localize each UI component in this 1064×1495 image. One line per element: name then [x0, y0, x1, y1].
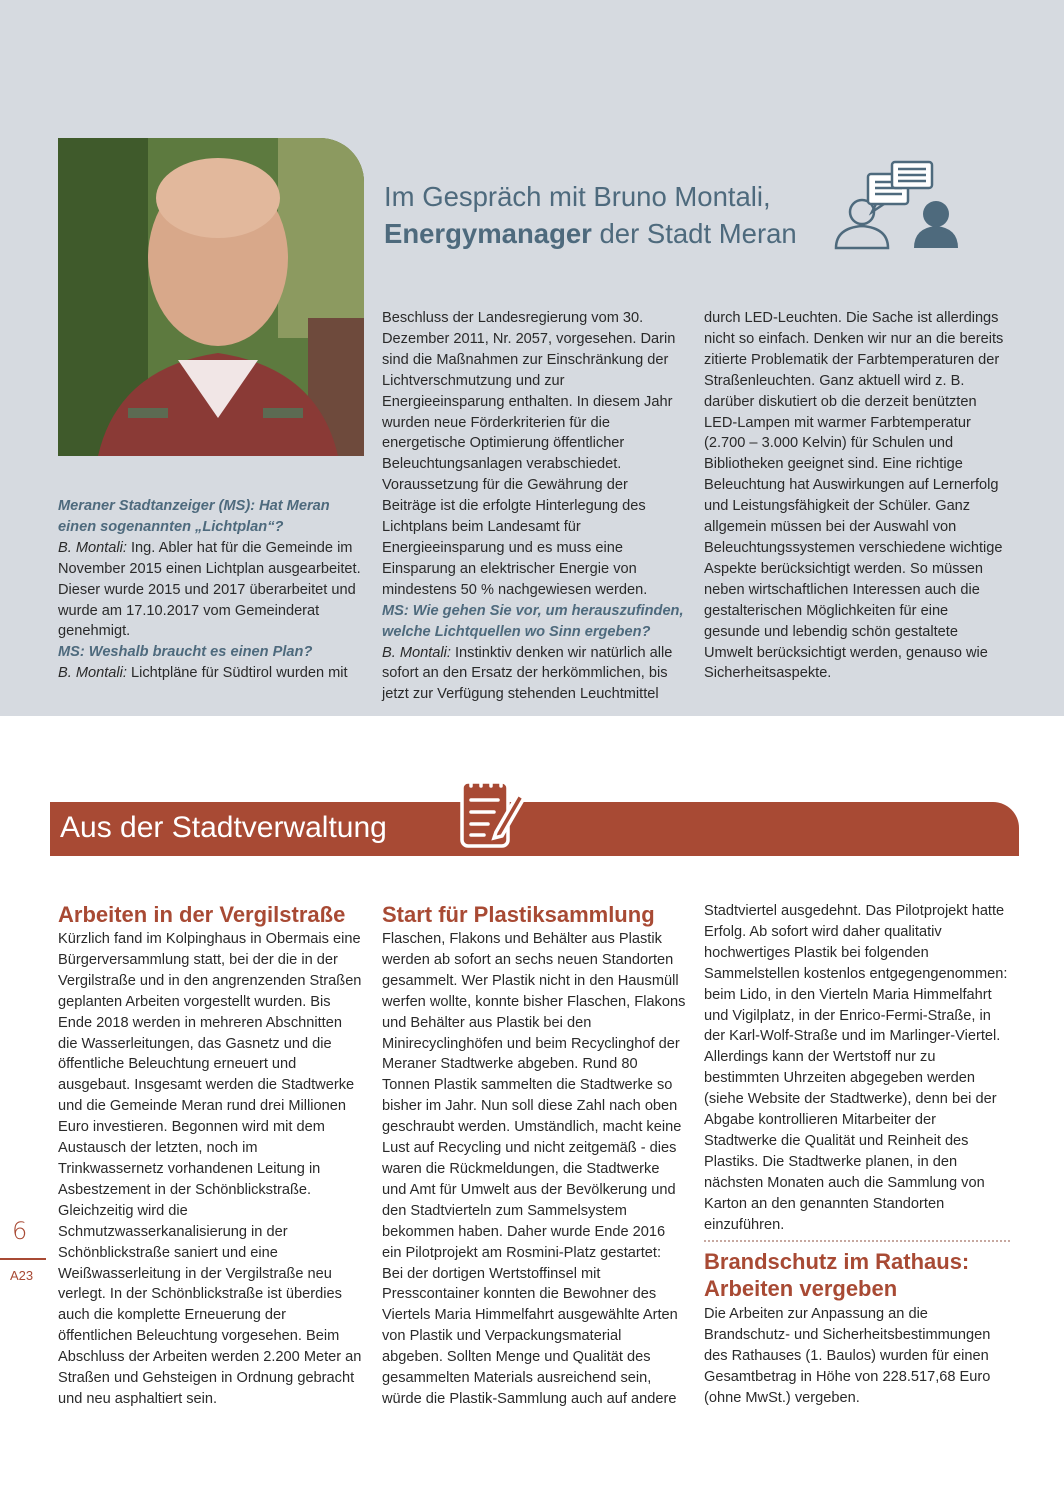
- body-plastiksammlung: Flaschen, Flakons und Behälter aus Plastik werden ab sofort an sechs neuen Standorten gesammelt. Wer Plastik nicht in den Hausmüll werfen wollte, konnte bisher Flaschen, Flakons und Behälter aus Plastik bei den Minirecyclinghöfen und beim Recyclinghof der Meraner Stadtwerke abgeben. Rund 80 Tonnen Plastik sammelten die Stadtwerke so bisher im Jahr. Nun soll diese Zahl nach oben geschraubt werden. Umständlich, macht keine Lust auf Recycling und nicht zeitgemäß - dies waren die Rückmeldungen, die Stadtwerke und Amt für Umwelt aus der Bevölkerung und den Stadtvierteln zum Sammelsystem bekommen haben. Daher wurde Ende 2016 ein Pilotprojekt am Rosmini-Platz gestartet: Bei der dortigen Wertstoffinsel mit Presscontainer konnten die Bewohner des Viertels Maria Himmelfahrt ausgewählte Arten von Plastik und Verpackungsmaterial abgeben. Sollten Menge und Qualität des gesammelten Materials ausreichend sein, würde die Plastik-Sammlung auch auf andere: [382, 931, 686, 1407]
- answer-2: [58, 663, 362, 684]
- page-code: A23: [10, 1268, 34, 1283]
- section-title: Aus der Stadtverwaltung: [60, 811, 387, 844]
- article-plastiksammlung: [382, 901, 686, 1410]
- headline-rest: der Stadt Meran: [591, 218, 797, 249]
- question-lichtplan: Meraner Stadtanzeiger (MS): Hat Meran einen sogenannten „Lichtplan“?: [58, 498, 330, 535]
- headline-line2: [384, 215, 834, 252]
- speaker-label: B. Montali:: [382, 644, 451, 661]
- page-number-rule: [0, 1258, 46, 1260]
- answer-3: [382, 643, 686, 706]
- interview-col2: [382, 308, 686, 705]
- heading-vergilstrasse: Arbeiten in der Vergilstraße: [58, 902, 346, 927]
- answer-1: [58, 538, 362, 643]
- chat-people-icon: [830, 160, 965, 252]
- question-lichtquellen: MS: Wie gehen Sie vor, um herauszufinden, welche Lichtquellen wo Sinn ergeben?: [382, 602, 684, 640]
- body-brandschutz: Die Arbeiten zur Anpassung an die Brandschutz- und Sicherheitsbestimmungen des Rathauses (1. Baulos) wurden für einen Gesamtbetrag in Höhe von 228.517,68 Euro (ohne MwSt.) vergeben.: [704, 1306, 991, 1406]
- dotted-separator: [704, 1240, 1010, 1242]
- notepad-pencil-icon: [456, 772, 528, 852]
- interview-col1: [58, 496, 362, 684]
- answer-text: Lichtpläne für Südtirol wurden mit: [126, 665, 348, 682]
- heading-plastiksammlung: Start für Plastiksammlung: [382, 902, 655, 927]
- portrait-photo: [58, 138, 364, 456]
- article-plastiksammlung-continued: [704, 901, 1008, 1236]
- speaker-label: B. Montali:: [58, 665, 127, 682]
- answer-continued: Beschluss der Landesregierung vom 30. Dezember 2011, Nr. 2057, vorgesehen. Darin sind die Maßnahmen zur Einschränkung der Lichtverschmutzung und zur Energieeinsparung enthalten. In diesem Jahr wurden neue Förderkriterien für die energetische Optimierung öffentlicher Beleuchtungsanlagen verabschiedet. Voraussetzung für die Gewährung der Beiträge ist die erfolgte Hinterlegung des Lichtplans beim Landesamt für Energieeinsparung und es muss eine Einsparung an elektrischer Energie von mindestens 50 % nachgewiesen werden.: [382, 310, 676, 598]
- heading-brandschutz: Brandschutz im Rathaus: Arbeiten vergeben: [704, 1249, 970, 1301]
- body-plastiksammlung-continued: Stadtviertel ausgedehnt. Das Pilotprojekt hatte Erfolg. Ab sofort wird daher qualitativ hochwertiges Plastik bei folgenden Sammelstellen kostenlos entgegengenommen: beim Lido, in den Vierteln Maria Himmelfahrt und Vigilplatz, in der Enrico-Fermi-Straße, in der Karl-Wolf-Straße und im Marlinger-Viertel. Allerdings kann der Wertstoff nur zu bestimmten Uhrzeiten abgegeben werden (siehe Website der Stadtwerke), denn bei der Abgabe kontrollieren Mitarbeiter der Stadtwerke die Qualität und Reinheit des Plastiks. Die Stadtwerke planen, in den nächsten Monaten auch die Sammlung von Karton an den genannten Standorten einzuführen.: [704, 903, 1008, 1233]
- headline-line1: Im Gespräch mit Bruno Montali,: [384, 181, 771, 212]
- article-brandschutz: [704, 1248, 1008, 1409]
- article-vergilstrasse: [58, 901, 362, 1410]
- answer-text: Ing. Abler hat für die Gemeinde im November 2015 einen Lichtplan ausgearbeitet. Dieser wurde 2015 und 2017 überarbeitet und wurde am 17.10.2017 vom Gemeinderat genehmigt.: [58, 539, 361, 640]
- speaker-label: B. Montali:: [58, 539, 127, 556]
- body-vergilstrasse: Kürzlich fand im Kolpinghaus in Obermais eine Bürgerversammlung statt, bei der die in der Vergilstraße und in den angrenzenden Straßen geplanten Arbeiten vorgestellt wurden. Bis Ende 2018 werden in mehreren Abschnitten die Wasserleitungen, das Gasnetz und die öffentliche Beleuchtung erneuert und ausgebaut. Insgesamt werden die Stadtwerke und die Gemeinde Meran rund drei Millionen Euro investieren. Begonnen wird mit dem Austausch der letzten, noch im Trinkwassernetz vorhandenen Leitung in Asbestzement in der Schönblickstraße. Gleichzeitig wird die Schmutzwasserkanalisierung in der Schönblickstraße saniert und eine Weißwasserleitung in der Vergilstraße neu verlegt. In der Schönblickstraße ist überdies auch die komplette Erneuerung der öffentlichen Beleuchtung vorgesehen. Beim Abschluss der Arbeiten werden 2.200 Meter an Straßen und Gehsteigen in Ordnung gebracht und neu asphaltiert sein.: [58, 931, 362, 1407]
- answer-text: Instinktiv denken wir natürlich alle sofort an den Ersatz der herkömmlichen, bis jetzt zur Verfügung stehenden Leuchtmittel: [382, 644, 673, 703]
- interview-headline: [384, 178, 834, 252]
- page-number: 6: [12, 1217, 28, 1245]
- answer-3-continued: durch LED-Leuchten. Die Sache ist allerdings nicht so einfach. Denken wir nur an die bereits zitierte Problematik der Farbtemperaturen der Straßenleuchten. Ganz aktuell wird z. B. darüber diskutiert ob die derzeit benützten LED-Lampen mit warmer Farbtemperatur (2.700 – 3.000 Kelvin) für Schulen und Bibliotheken geeignet sind. Eine richtige Beleuchtung hat Auswirkungen auf Lernerfolg und Leistungsfähigkeit der Schüler. Ganz allgemein müssen bei der Auswahl von Beleuchtungssystemen verschiedene wichtige Aspekte berücksichtigt werden. So müssen neben wirtschaftlichen Interessen auch die gestalterischen Möglichkeiten für eine gesunde und lebendig schön gestaltete Umwelt berücksichtigt werden, genauso wie Sicherheitsaspekte.: [704, 310, 1004, 682]
- question-plan: MS: Weshalb braucht es einen Plan?: [58, 644, 313, 661]
- interview-col3: [704, 308, 1008, 684]
- headline-bold: Energymanager: [384, 218, 592, 249]
